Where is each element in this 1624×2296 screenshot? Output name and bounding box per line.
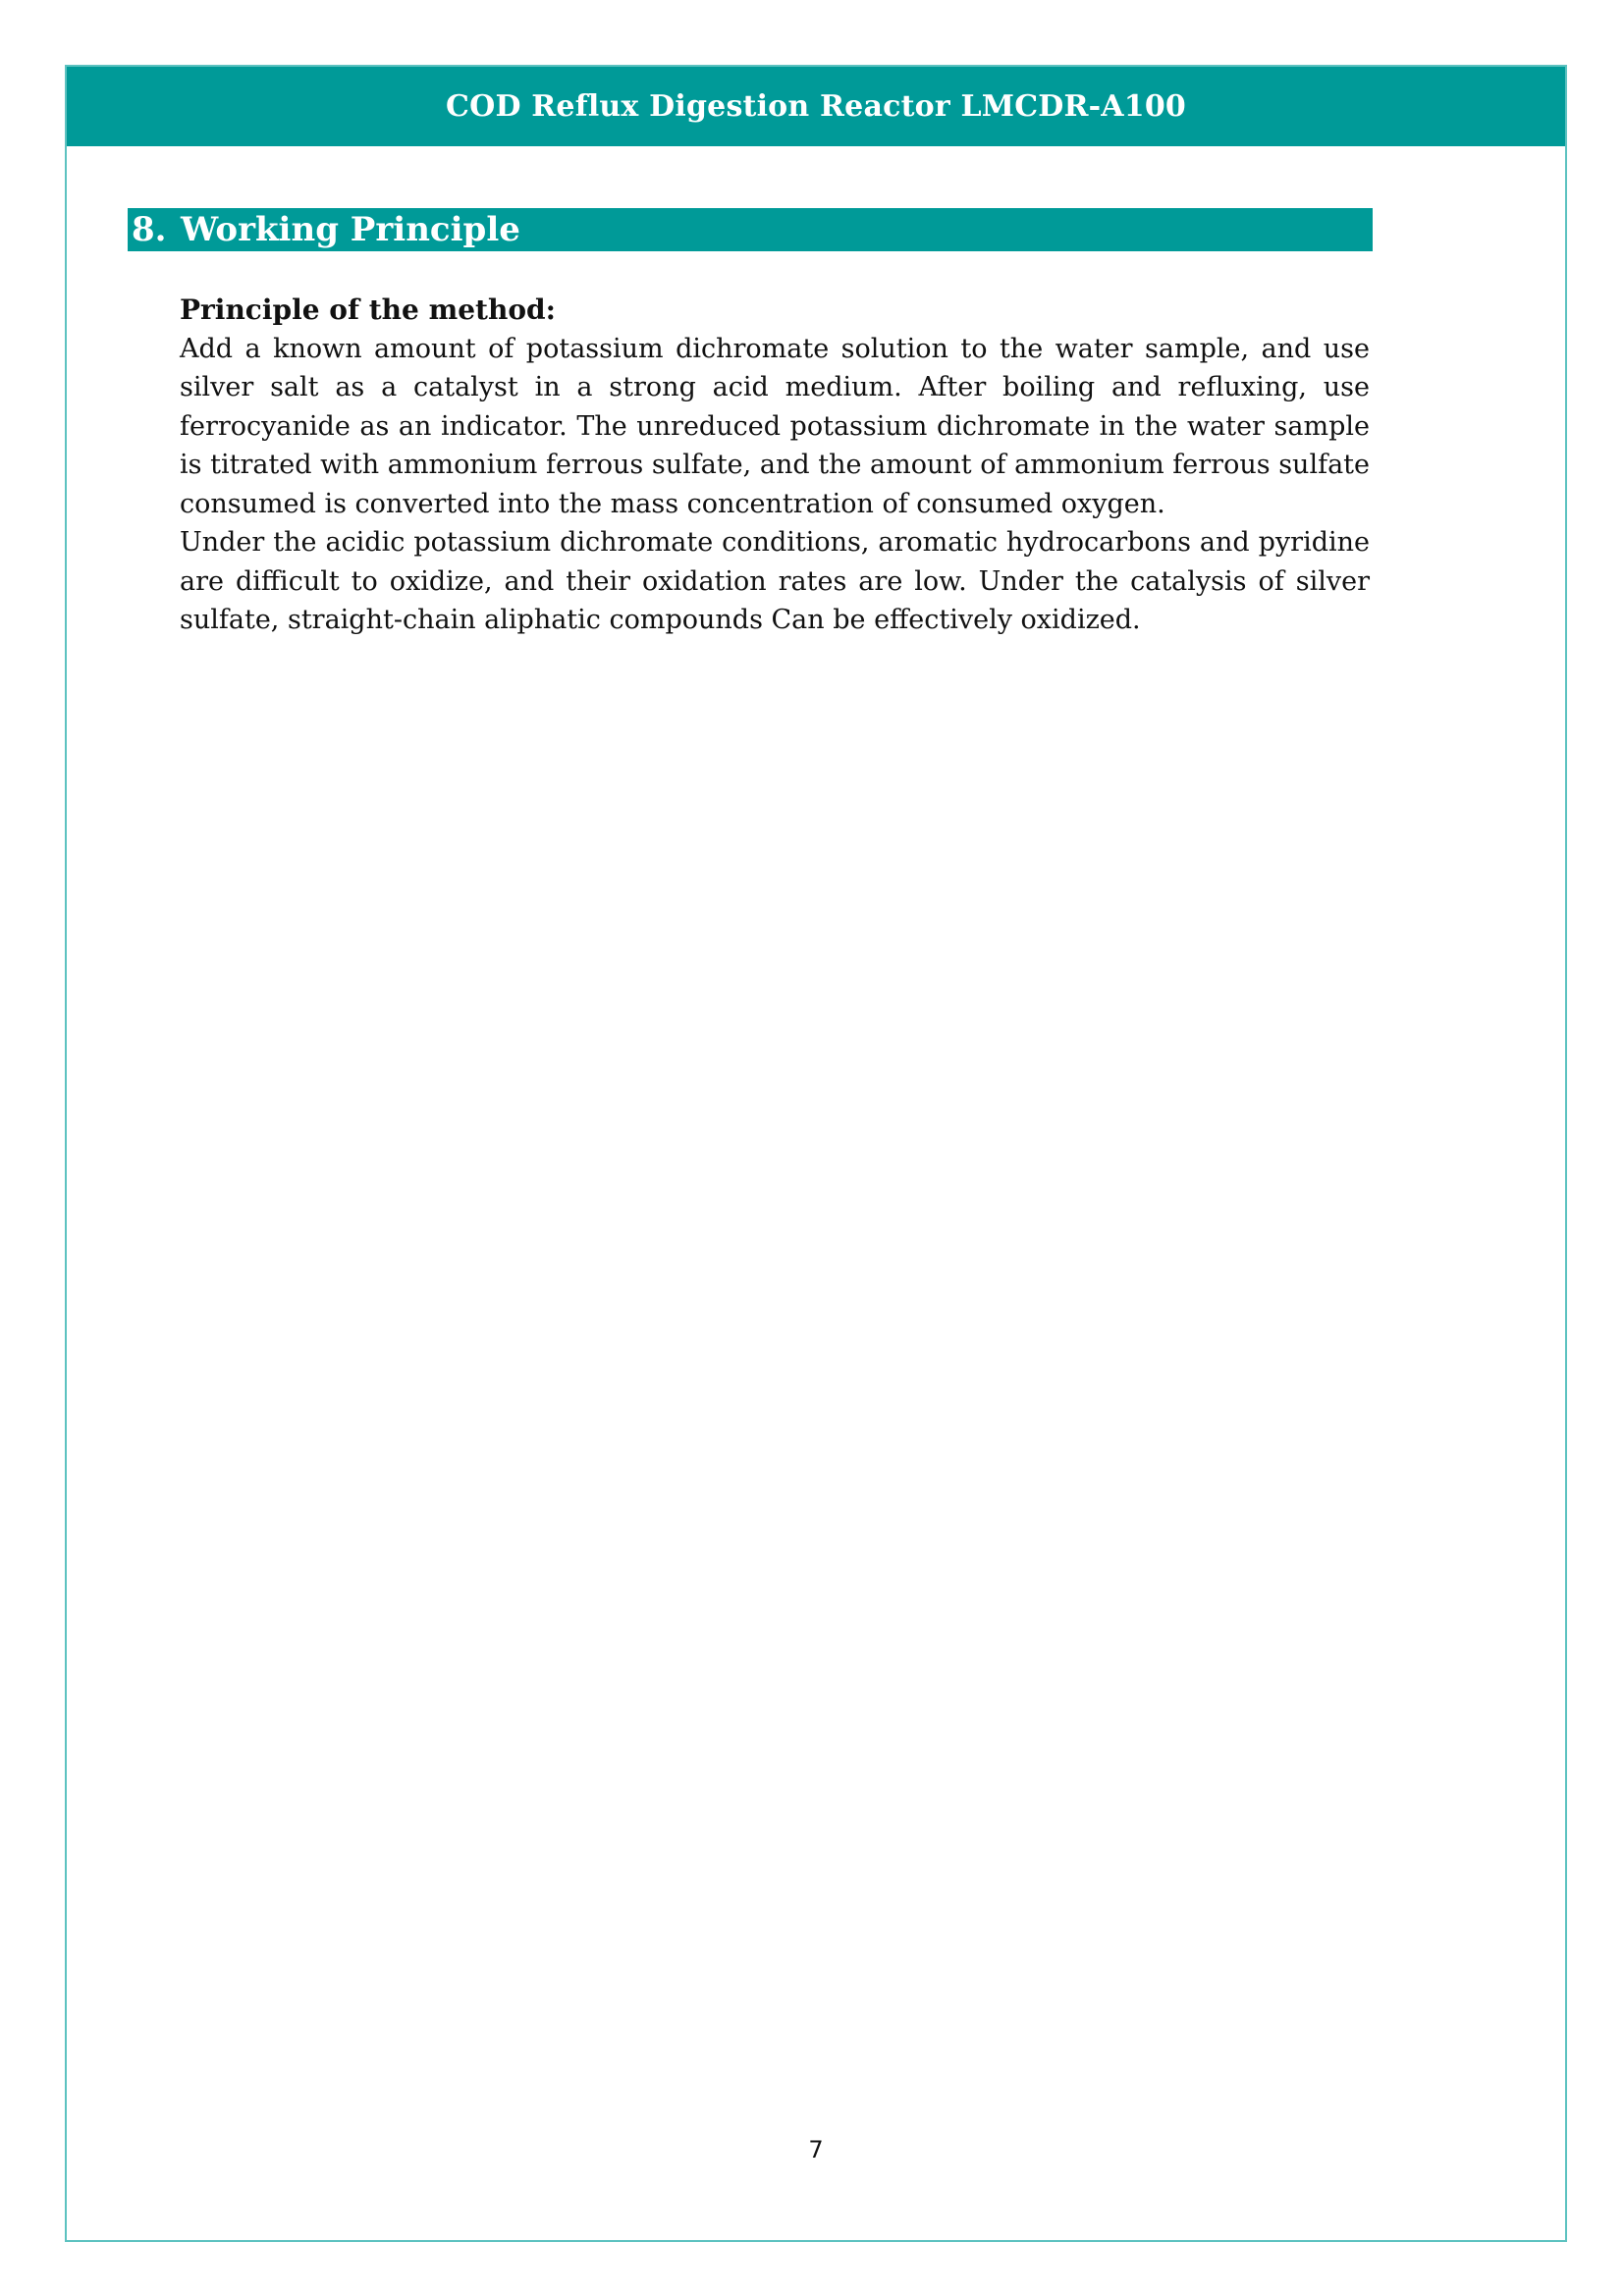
document-title: COD Reflux Digestion Reactor LMCDR-A100 (446, 89, 1186, 124)
section-heading-bar (128, 208, 1373, 251)
header-bar (67, 67, 1565, 146)
section-content (180, 291, 1370, 640)
section-title: Working Principle (181, 210, 520, 249)
subheading: Principle of the method: (180, 294, 556, 326)
page-number: 7 (808, 2136, 824, 2163)
paragraph: Under the acidic potassium dichromate conditions, aromatic hydrocarbons and pyridine are difficult to oxidize, and their oxidation rates are low. Under the catalysis of silver sulfate, straight-chain aliphatic compounds Can be effectively oxidized. (180, 527, 1370, 635)
section-number: 8. (132, 210, 167, 249)
paragraph: Add a known amount of potassium dichromate solution to the water sample, and use silver salt as a catalyst in a strong acid medium. After boiling and refluxing, use ferrocyanide as an indicator. The unreduced potassium dichromate in the water sample is titrated with ammonium ferrous sulfate, and the amount of ammonium ferrous sulfate consumed is converted into the mass concentration of consumed oxygen. (180, 333, 1370, 519)
